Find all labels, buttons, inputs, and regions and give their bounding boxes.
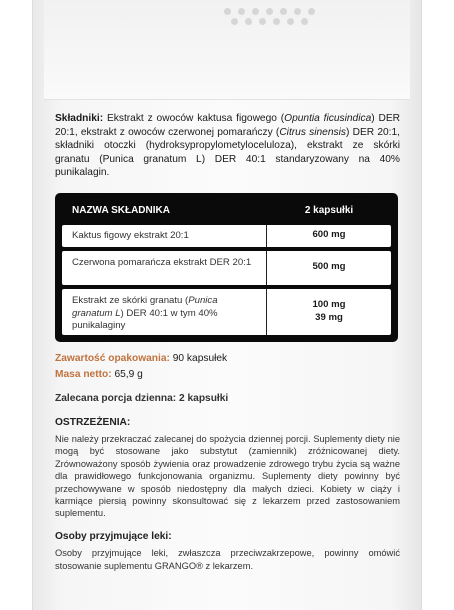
ingredient-name: Ekstrakt ze skórki granatu (Punica granatum L) DER 40:1 w tym 40% punikalaginy: [62, 289, 267, 335]
ingredient-dose: 500 mg: [312, 261, 346, 273]
table-row: [62, 225, 391, 247]
drugs-title: Osoby przyjmujące leki:: [55, 530, 172, 542]
ingredient-dose: 600 mg: [312, 229, 346, 241]
ingredient-name: Czerwona pomarańcza ekstrakt DER 20:1: [62, 251, 267, 285]
ingredients-label: Składniki:: [55, 113, 104, 124]
warnings-title: OSTRZEŻENIA:: [55, 416, 131, 428]
table-row: [62, 251, 391, 285]
header-name: NAZWA SKŁADNIKA: [72, 205, 170, 217]
drugs-text: Osoby przyjmujące leki, zwłaszcza przeciwzakrzepowe, powinny omówić stosowanie suplementu GRANGO® z lekarzem.: [55, 548, 400, 571]
ingredient-dose: 100 mg 39 mg: [312, 299, 346, 323]
table-row: [62, 289, 391, 335]
net-mass: Masa netto: 65,9 g: [55, 369, 143, 381]
label-content: [55, 112, 400, 572]
table-header: [62, 201, 391, 221]
package-top-flap: [44, 0, 410, 100]
ingredient-name: Kaktus figowy ekstrakt 20:1: [62, 225, 267, 247]
warnings-text: Nie należy przekraczać zalecanej do spożycia dziennej porcji. Suplementy diety nie mogą być stosowane jako substytut (zamiennik) zróżnicowanej diety. Zrównoważony sposób żywienia oraz prowadzenie zdrowego trybu życia są ważne dla prawidłowego funkcjonowania organizmu. Suplementy diety powinny być przechowywane w sposób niedostępny dla małych dzieci. Kobiety w ciąży i karmiące piersią powinny skonsultować się z lekarzem przed zastosowaniem suplementu.: [55, 434, 400, 519]
nutrition-table: [55, 193, 398, 342]
package-contents: Zawartość opakowania: 90 kapsułek: [55, 352, 228, 364]
vent-holes: [224, 8, 344, 28]
recommended-dose: Zalecana porcja dzienna: 2 kapsułki: [55, 392, 229, 404]
header-dose: 2 kapsułki: [304, 205, 354, 217]
ingredients-text: Składniki: Ekstrakt z owoców kaktusa figowego (Opuntia ficusindica) DER 20:1, ekstrakt z owoców czerwonej pomarańczy (Citrus sinensis) DER 20:1, składniki otoczki (hydroksypropylometyloceluloza), ekstrakt ze skórki granatu (Punica granatum L) DER 40:1 standaryzowany na 40% punikalagin.: [55, 113, 400, 179]
